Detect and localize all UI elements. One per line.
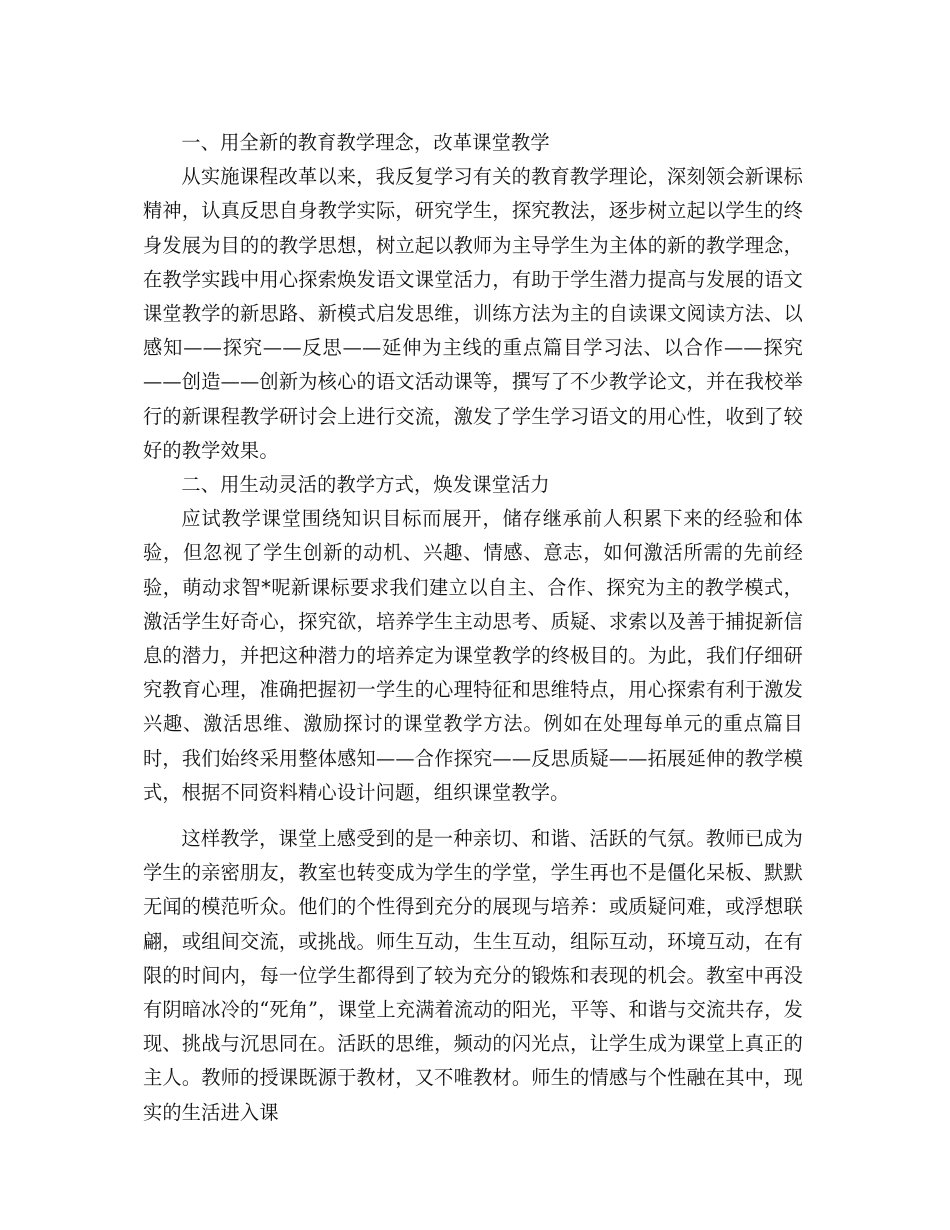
paragraph-2: 应试教学课堂围绕知识目标而展开，储存继承前人积累下来的经验和体验，但忽视了学生创新的动机、兴趣、情感、意志，如何激活所需的先前经验，萌动求智*呢新课标要求我们建立以自主、合作、探究为主的教学模式，激活学生好奇心，探究欲，培养学生主动思考、质疑、求索以及善于捕捉新信息的潜力，并把这种潜力的培养定为课堂教学的终极目的。为此，我们仔细研究教育心理，准确把握初一学生的心理特征和思维特点，用心探索有利于激发兴趣、激活思维、激励探讨的课堂教学方法。例如在处理每单元的重点篇目时，我们始终采用整体感知——合作探究——反思质疑——拓展延伸的教学模式，根据不同资料精心设计问题，组织课堂教学。 [143,507,803,804]
document-body [143,126,803,1130]
heading-2: 二、用生动灵活的教学方式，焕发课堂活力 [181,473,550,497]
paragraph-3: 这样教学，课堂上感受到的是一种亲切、和谐、活跃的气氛。教师已成为学生的亲密朋友，教室也转变成为学生的学堂，学生再也不是僵化呆板、默默无闻的模范听众。他们的个性得到充分的展现与培养：或质疑问难，或浮想联翩，或组间交流，或挑战。师生互动，生生互动，组际互动，环境互动，在有限的时间内，每一位学生都得到了较为充分的锻炼和表现的机会。教室中再没有阴暗冰冷的“死角”，课堂上充满着流动的阳光，平等、和谐与交流共存，发现、挑战与沉思同在。活跃的思维，频动的闪光点，让学生成为课堂上真正的主人。教师的授课既源于教材，又不唯教材。师生的情感与个性融在其中，现实的生活进入课 [143,827,803,1124]
paragraph-1: 从实施课程改革以来，我反复学习有关的教育教学理论，深刻领会新课标精神，认真反思自身教学实际，研究学生，探究教法，逐步树立起以学生的终身发展为目的的教学思想，树立起以教师为主导学生为主体的新的教学理念，在教学实践中用心探索焕发语文课堂活力，有助于学生潜力提高与发展的语文课堂教学的新思路、新模式启发思维，训练方法为主的自读课文阅读方法、以感知——探究——反思——延伸为主线的重点篇目学习法、以合作——探究——创造——创新为核心的语文活动课等，撰写了不少教学论文，并在我校举行的新课程教学研讨会上进行交流，激发了学生学习语文的用心性，收到了较好的教学效果。 [143,165,803,462]
paragraph-gap [143,810,803,822]
heading-1: 一、用全新的教育教学理念，改革课堂教学 [181,131,550,154]
